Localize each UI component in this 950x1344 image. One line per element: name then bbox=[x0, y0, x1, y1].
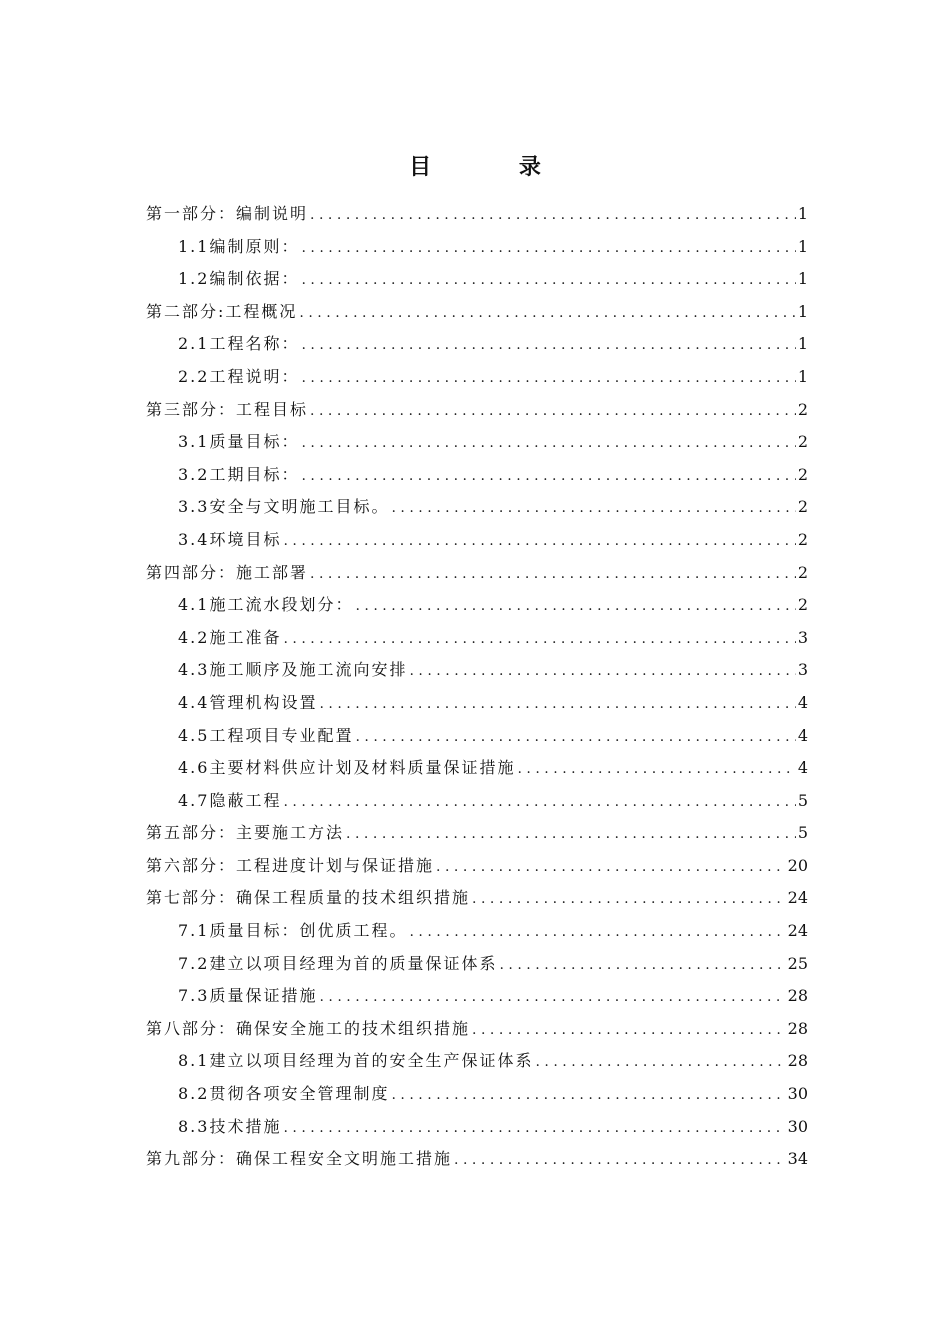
toc-entry-text: 8.2贯彻各项安全管理制度 bbox=[178, 1084, 390, 1104]
toc-entry-page: 5 bbox=[797, 790, 808, 810]
dot-leader bbox=[391, 492, 795, 525]
toc-entry-text: 第一部分：编制说明 bbox=[146, 204, 309, 223]
dot-leader bbox=[283, 1112, 785, 1145]
toc-entry[interactable] bbox=[146, 1143, 808, 1176]
dot-leader bbox=[283, 786, 795, 819]
dot-leader bbox=[283, 623, 795, 656]
toc-entry-text: 第五部分：主要施工方法 bbox=[146, 823, 345, 843]
toc-entry[interactable] bbox=[146, 296, 808, 329]
dot-leader bbox=[301, 232, 795, 265]
toc-entry-text: 第四部分：施工部署 bbox=[146, 562, 309, 582]
toc-entry-text: 4.4管理机构设置 bbox=[178, 692, 318, 712]
dot-leader bbox=[472, 1014, 786, 1047]
dot-leader bbox=[301, 460, 795, 493]
toc-entry-page: 1 bbox=[797, 236, 808, 256]
dot-leader bbox=[319, 981, 785, 1014]
toc-entry[interactable] bbox=[146, 752, 808, 785]
toc-entry-text: 第八部分：确保安全施工的技术组织措施 bbox=[146, 1018, 471, 1038]
toc-entry[interactable] bbox=[146, 589, 808, 622]
toc-entry[interactable] bbox=[146, 1013, 808, 1046]
toc-entry-text: 第二部分:工程概况 bbox=[146, 301, 298, 321]
toc-entry-text: 7.1质量目标：创优质工程。 bbox=[178, 921, 408, 941]
toc-entry-text: 第六部分：工程进度计划与保证措施 bbox=[146, 855, 435, 875]
dot-leader bbox=[346, 818, 796, 851]
dot-leader bbox=[283, 525, 795, 558]
toc-entry[interactable] bbox=[146, 1078, 808, 1111]
toc-entry[interactable] bbox=[146, 1045, 808, 1078]
dot-leader bbox=[355, 590, 795, 623]
toc-entry[interactable] bbox=[146, 491, 808, 524]
toc-entry-page: 2 bbox=[797, 497, 808, 517]
toc-entry-page: 4 bbox=[797, 758, 808, 778]
toc-entry[interactable] bbox=[146, 850, 808, 883]
toc-entry-text: 第七部分：确保工程质量的技术组织措施 bbox=[146, 888, 471, 908]
toc-entry-page: 28 bbox=[787, 1051, 808, 1071]
toc-entry[interactable] bbox=[146, 426, 808, 459]
toc-entry-page: 2 bbox=[797, 432, 808, 452]
toc-entry[interactable] bbox=[146, 948, 808, 981]
toc-entry-page: 24 bbox=[787, 888, 808, 908]
toc-entry-page: 1 bbox=[797, 334, 808, 354]
toc-entry[interactable] bbox=[146, 328, 808, 361]
dot-leader bbox=[301, 264, 795, 297]
toc-entry-page: 20 bbox=[787, 855, 808, 875]
toc-entry[interactable] bbox=[146, 980, 808, 1013]
toc-entry-text: 2.2工程说明： bbox=[178, 366, 300, 386]
toc-entry-page: 28 bbox=[787, 986, 808, 1006]
dot-leader bbox=[409, 916, 785, 949]
toc-entry-text: 4.3施工顺序及施工流向安排 bbox=[178, 660, 408, 680]
toc-entry[interactable] bbox=[146, 882, 808, 915]
toc-list bbox=[146, 198, 808, 1176]
dot-leader bbox=[299, 297, 795, 330]
toc-entry-text: 4.2施工准备 bbox=[178, 627, 282, 647]
toc-entry-text: 3.2工期目标： bbox=[178, 464, 300, 484]
toc-entry[interactable] bbox=[146, 687, 808, 720]
toc-entry-page: 4 bbox=[797, 725, 808, 745]
toc-entry[interactable] bbox=[146, 361, 808, 394]
dot-leader bbox=[319, 688, 795, 721]
toc-entry-page: 30 bbox=[787, 1084, 808, 1104]
toc-entry-page: 1 bbox=[797, 204, 808, 223]
toc-entry-page: 2 bbox=[797, 595, 808, 615]
toc-entry[interactable] bbox=[146, 524, 808, 557]
toc-entry-page: 3 bbox=[797, 660, 808, 680]
toc-entry-text: 第三部分：工程目标 bbox=[146, 399, 309, 419]
dot-leader bbox=[499, 949, 785, 982]
dot-leader bbox=[391, 1079, 785, 1112]
toc-entry-text: 7.2建立以项目经理为首的质量保证体系 bbox=[178, 953, 498, 973]
toc-entry[interactable] bbox=[146, 785, 808, 818]
toc-entry-page: 28 bbox=[787, 1018, 808, 1038]
toc-entry-page: 34 bbox=[787, 1149, 808, 1169]
toc-entry[interactable] bbox=[146, 263, 808, 296]
toc-entry[interactable] bbox=[146, 1111, 808, 1144]
toc-entry-text: 第九部分：确保工程安全文明施工措施 bbox=[146, 1149, 453, 1169]
toc-entry[interactable] bbox=[146, 231, 808, 264]
toc-entry[interactable] bbox=[146, 394, 808, 427]
toc-entry-text: 1.2编制依据： bbox=[178, 269, 300, 289]
dot-leader bbox=[355, 721, 795, 754]
toc-entry[interactable] bbox=[146, 557, 808, 590]
toc-entry[interactable] bbox=[146, 622, 808, 655]
toc-entry[interactable] bbox=[146, 459, 808, 492]
toc-entry-page: 24 bbox=[787, 921, 808, 941]
toc-entry-page: 2 bbox=[797, 399, 808, 419]
dot-leader bbox=[301, 329, 795, 362]
dot-leader bbox=[517, 753, 795, 786]
toc-entry-page: 30 bbox=[787, 1116, 808, 1136]
toc-entry[interactable] bbox=[146, 654, 808, 687]
toc-entry-text: 3.1质量目标： bbox=[178, 432, 300, 452]
toc-entry-text: 1.1编制原则： bbox=[178, 236, 300, 256]
toc-entry-page: 25 bbox=[787, 953, 808, 973]
toc-entry-page: 3 bbox=[797, 627, 808, 647]
toc-entry-text: 8.3技术措施 bbox=[178, 1116, 282, 1136]
dot-leader bbox=[436, 851, 786, 884]
dot-leader bbox=[472, 883, 786, 916]
toc-entry-text: 2.1工程名称： bbox=[178, 334, 300, 354]
dot-leader bbox=[409, 655, 795, 688]
toc-entry-page: 1 bbox=[797, 301, 808, 321]
toc-entry-text: 3.3安全与文明施工目标。 bbox=[178, 497, 390, 517]
dot-leader bbox=[301, 427, 795, 460]
toc-entry-page: 1 bbox=[797, 269, 808, 289]
toc-entry-text: 8.1建立以项目经理为首的安全生产保证体系 bbox=[178, 1051, 534, 1071]
dot-leader bbox=[310, 395, 796, 428]
toc-entry[interactable] bbox=[146, 915, 808, 948]
toc-entry-page: 5 bbox=[797, 823, 808, 843]
dot-leader bbox=[454, 1144, 786, 1177]
dot-leader bbox=[301, 362, 795, 395]
dot-leader bbox=[535, 1046, 785, 1079]
toc-entry-text: 4.1施工流水段划分： bbox=[178, 595, 354, 615]
toc-entry[interactable] bbox=[146, 817, 808, 850]
toc-entry-text: 4.7隐蔽工程 bbox=[178, 790, 282, 810]
toc-entry-page: 2 bbox=[797, 464, 808, 484]
toc-entry[interactable] bbox=[146, 720, 808, 753]
dot-leader bbox=[310, 558, 796, 591]
toc-entry-page: 4 bbox=[797, 692, 808, 712]
toc-entry-page: 1 bbox=[797, 366, 808, 386]
toc-entry[interactable] bbox=[146, 198, 808, 231]
toc-entry-text: 7.3质量保证措施 bbox=[178, 986, 318, 1006]
toc-entry-text: 4.6主要材料供应计划及材料质量保证措施 bbox=[178, 758, 516, 778]
toc-title: 目 录 bbox=[409, 155, 581, 180]
toc-entry-text: 3.4环境目标 bbox=[178, 529, 282, 549]
dot-leader bbox=[310, 199, 796, 232]
toc-entry-text: 4.5工程项目专业配置 bbox=[178, 725, 354, 745]
toc-entry-page: 2 bbox=[797, 562, 808, 582]
toc-entry-page: 2 bbox=[797, 529, 808, 549]
